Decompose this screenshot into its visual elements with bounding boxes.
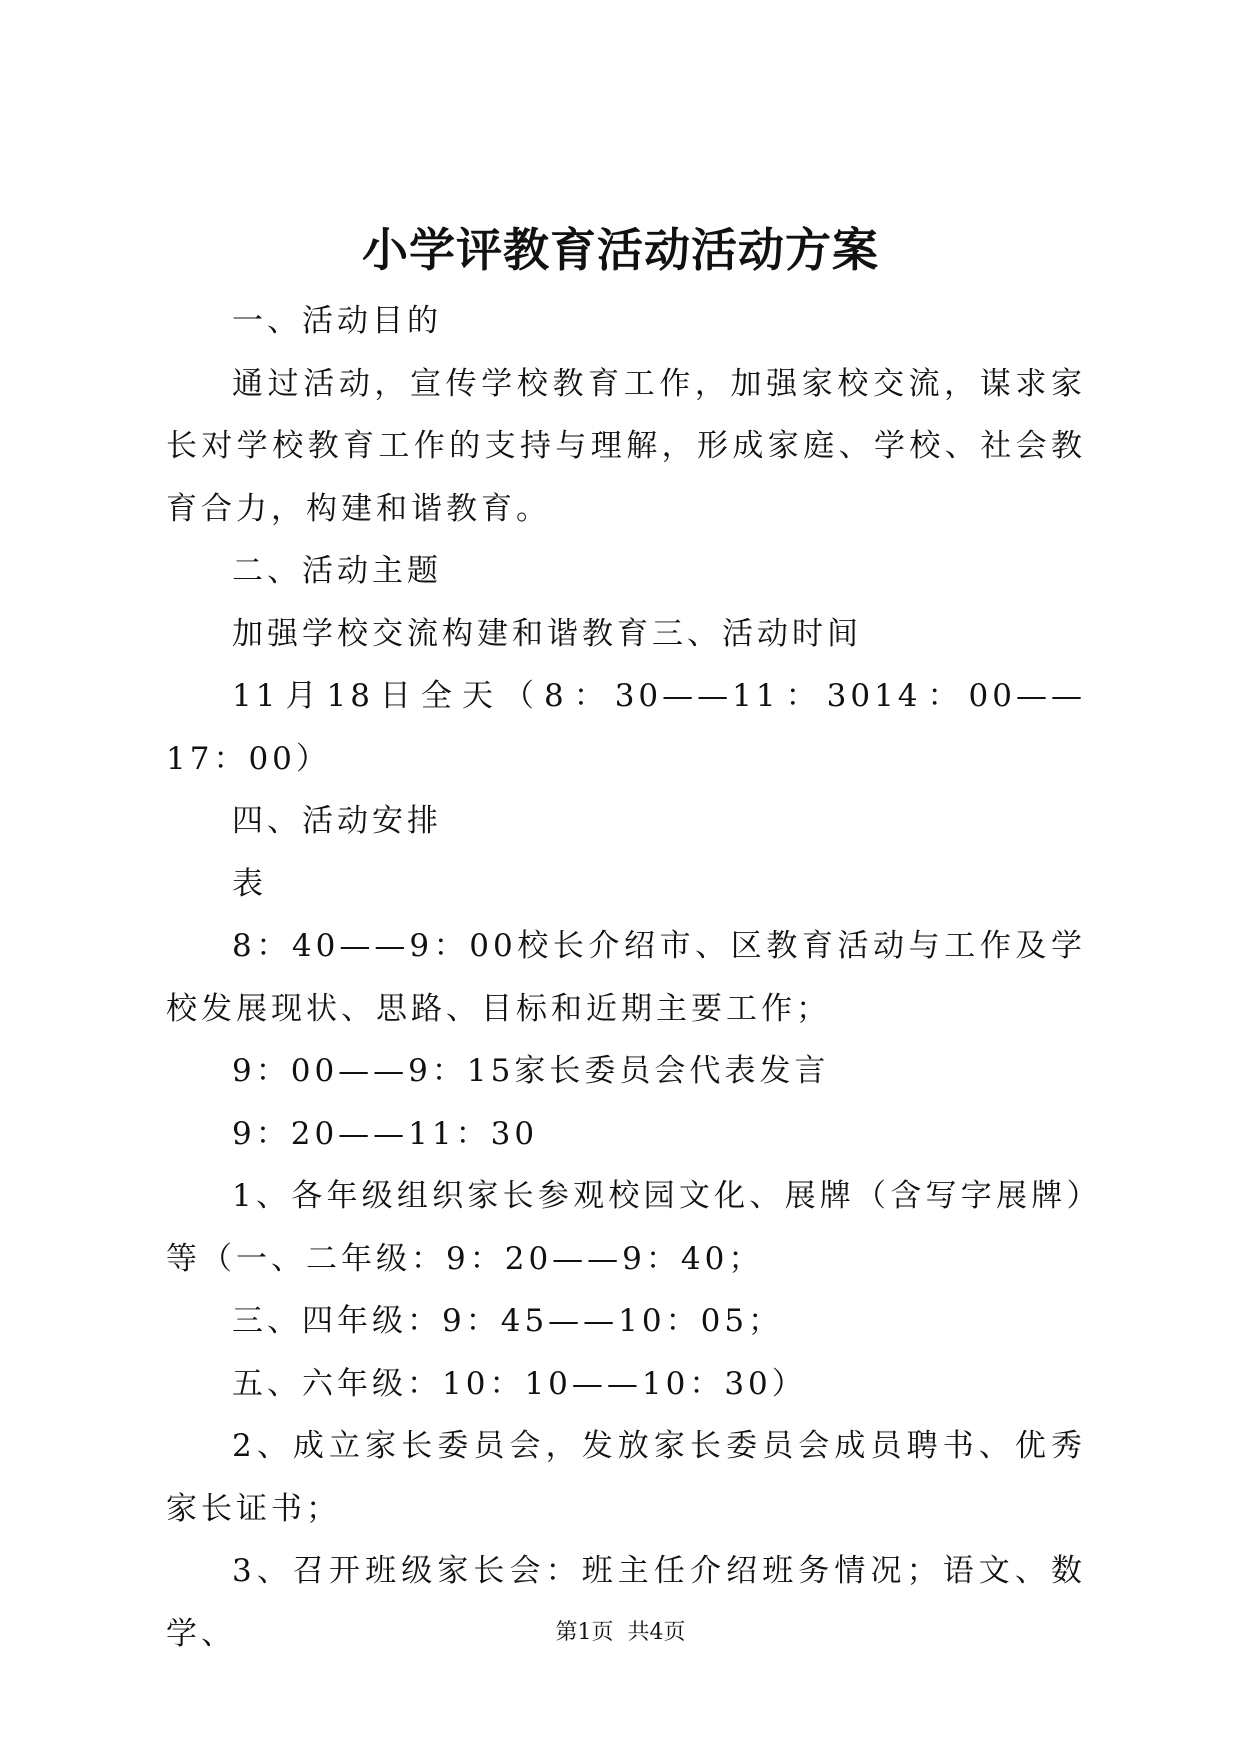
document-title: 小学评教育活动活动方案 xyxy=(362,223,879,277)
page-number: 第1页 xyxy=(555,1620,614,1645)
paragraph-theme: 加强学校交流构建和谐教育三、活动时间 xyxy=(232,615,862,652)
paragraph-table-label: 表 xyxy=(232,865,267,902)
page-total: 共4页 xyxy=(627,1620,686,1645)
page-footer xyxy=(0,1618,1241,1648)
section-heading-arrangement: 四、活动安排 xyxy=(232,803,442,839)
paragraph-purpose: 通过活动，宣传学校教育工作，加强家校交流，谋求家长对学校教育工作的支持与理解，形成家庭、学校、社会教育合力，构建和谐教育。 xyxy=(166,365,1086,527)
section-heading-theme: 二、活动主题 xyxy=(232,553,442,589)
schedule-item: 9：00——9：15家长委员会代表发言 xyxy=(232,1053,830,1089)
schedule-item: 8：40——9：00校长介绍市、区教育活动与工作及学校发展现状、思路、目标和近期主要工作； xyxy=(166,928,1086,1027)
schedule-item: 五、六年级：10：10——10：30） xyxy=(232,1365,807,1402)
schedule-item: 3、召开班级家长会：班主任介绍班务情况；语文、数学、 xyxy=(166,1553,1086,1652)
schedule-item: 1、各年级组织家长参观校园文化、展牌（含写字展牌）等（一、二年级：9：20——9：40； xyxy=(166,1178,1086,1277)
schedule-item: 2、成立家长委员会，发放家长委员会成员聘书、优秀家长证书； xyxy=(166,1428,1086,1527)
schedule-item: 9：20——11：30 xyxy=(232,1115,539,1152)
document-body xyxy=(166,290,1086,1665)
paragraph-time: 11月18日全天（8：30——11：3014：00——17：00） xyxy=(166,678,1086,777)
section-heading-purpose: 一、活动目的 xyxy=(232,303,442,339)
schedule-item: 三、四年级：9：45——10：05； xyxy=(232,1303,784,1339)
